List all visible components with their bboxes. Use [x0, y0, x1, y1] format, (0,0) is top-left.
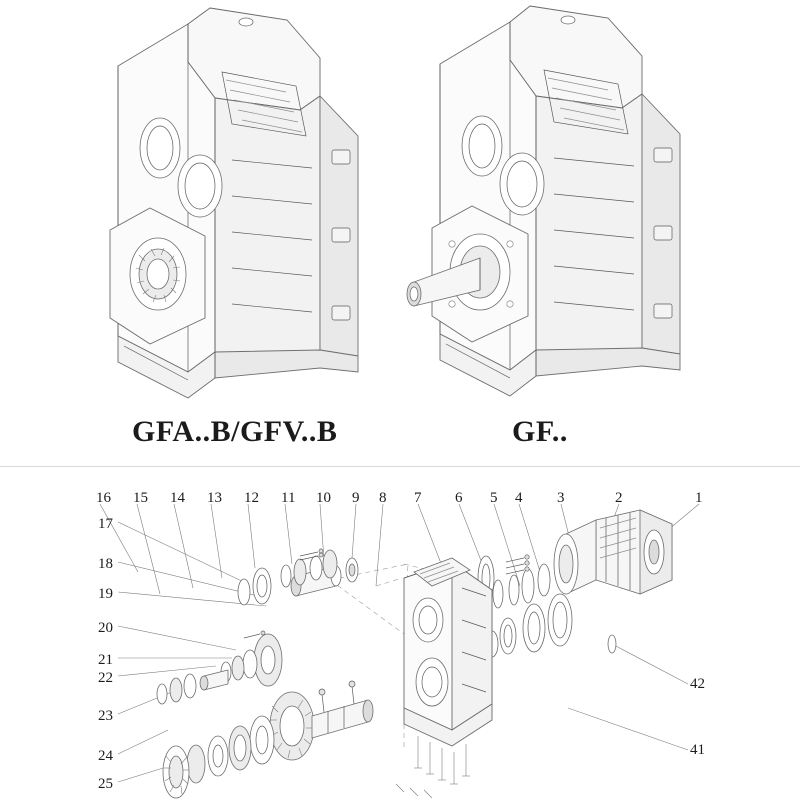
- callout-14: 14: [170, 490, 185, 506]
- gear-unit-right-drawing: [390, 0, 790, 410]
- callout-20: 20: [98, 620, 113, 636]
- callout-23: 23: [98, 708, 113, 724]
- callout-15: 15: [133, 490, 148, 506]
- callout-1: 1: [695, 490, 703, 506]
- callout-16: 16: [96, 490, 111, 506]
- callout-10: 10: [316, 490, 331, 506]
- exploded-parts-svg: [0, 468, 800, 800]
- callout-24: 24: [98, 748, 113, 764]
- callout-7: 7: [414, 490, 422, 506]
- label-gfa-b-gfv-b: GFA..B/GFV..B: [132, 415, 338, 448]
- callout-21: 21: [98, 652, 113, 668]
- callout-5: 5: [490, 490, 498, 506]
- callout-41: 41: [690, 742, 705, 758]
- callout-17: 17: [98, 516, 113, 532]
- callout-19: 19: [98, 586, 113, 602]
- callout-2: 2: [615, 490, 623, 506]
- callout-3: 3: [557, 490, 565, 506]
- callout-25: 25: [98, 776, 113, 792]
- section-divider: [0, 466, 800, 467]
- label-gf: GF..: [512, 415, 568, 448]
- callout-42: 42: [690, 676, 705, 692]
- callout-11: 11: [281, 490, 296, 506]
- callout-4: 4: [515, 490, 523, 506]
- callout-13: 13: [207, 490, 222, 506]
- gear-unit-left-drawing: [0, 0, 400, 410]
- callout-6: 6: [455, 490, 463, 506]
- callout-22: 22: [98, 670, 113, 686]
- exploded-parts-diagram: [0, 468, 800, 800]
- callout-8: 8: [379, 490, 387, 506]
- callout-18: 18: [98, 556, 113, 572]
- callout-9: 9: [352, 490, 360, 506]
- callout-12: 12: [244, 490, 259, 506]
